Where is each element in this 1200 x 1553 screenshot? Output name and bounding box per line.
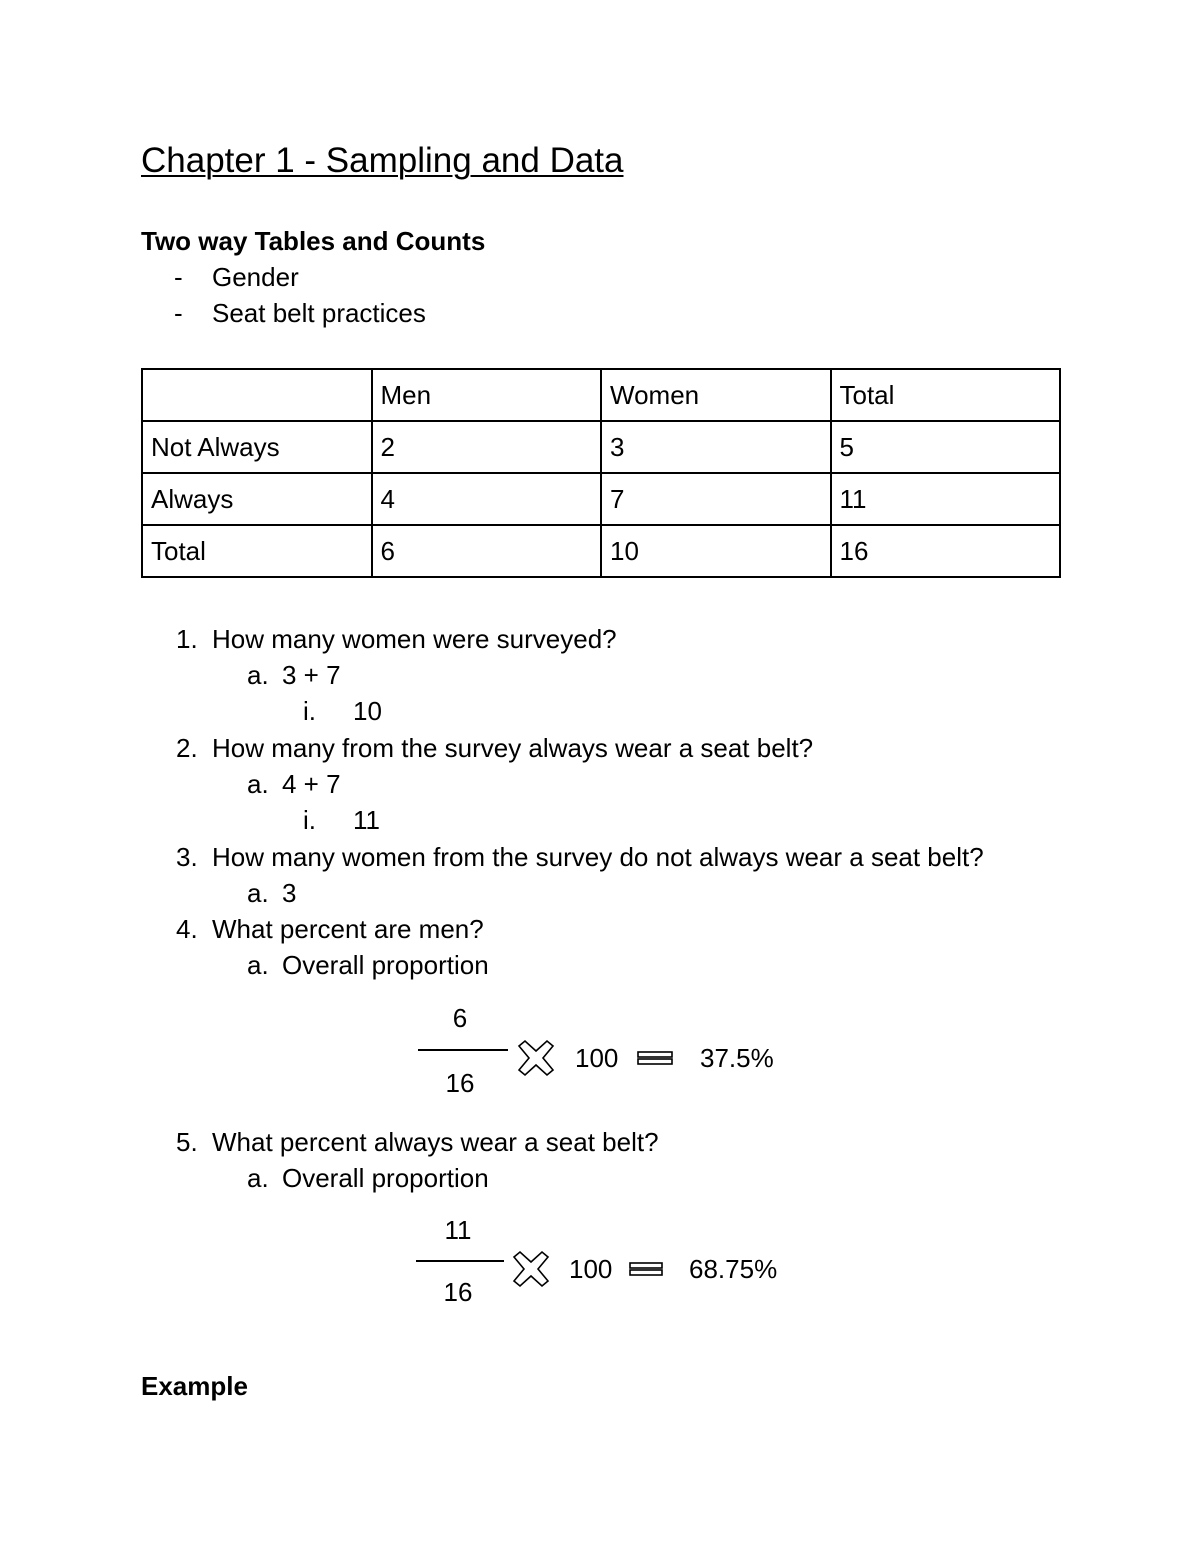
fraction-denominator: 16 (445, 1068, 475, 1098)
multiplier-value: 100 (569, 1254, 613, 1284)
multiplication-cross-icon (511, 1251, 551, 1287)
fraction-numerator: 11 (444, 1215, 472, 1245)
table-cell: 7 (601, 473, 831, 525)
sub-marker: a. (247, 660, 269, 690)
question-number: 1. (176, 624, 198, 654)
table-row-label: Total (142, 525, 372, 577)
equals-sign-icon (637, 1050, 673, 1066)
fraction-denominator: 16 (443, 1277, 473, 1307)
table-cell: 4 (372, 473, 602, 525)
two-way-table (141, 368, 1061, 578)
fraction-numerator: 6 (452, 1003, 468, 1033)
fraction-bar (416, 1260, 504, 1262)
bullet-text-seat-belt: Seat belt practices (212, 298, 426, 328)
bullet-marker: - (174, 262, 183, 292)
bullet-marker: - (174, 298, 183, 328)
question-number: 5. (176, 1127, 198, 1157)
answer-text: Overall proportion (282, 1163, 489, 1193)
table-row (142, 421, 1060, 473)
table-cell: 5 (831, 421, 1061, 473)
sub-sub-marker: i. (303, 696, 316, 726)
sub-marker: a. (247, 1163, 269, 1193)
table-cell: 10 (601, 525, 831, 577)
table-cell: 3 (601, 421, 831, 473)
sub-marker: a. (247, 878, 269, 908)
fraction-bar (418, 1049, 508, 1051)
answer-text: 3 (282, 878, 297, 908)
table-header-row (142, 369, 1060, 421)
table-cell (142, 369, 372, 421)
percentage-result: 68.75% (689, 1254, 778, 1284)
answer-text: 4 + 7 (282, 769, 341, 799)
table-row-label: Not Always (142, 421, 372, 473)
question-number: 3. (176, 842, 198, 872)
answer-result: 11 (353, 805, 380, 835)
sub-marker: a. (247, 769, 269, 799)
table-row-label: Always (142, 473, 372, 525)
page-title: Chapter 1 - Sampling and Data (141, 141, 624, 180)
equals-sign-icon (629, 1261, 663, 1277)
answer-text: 3 + 7 (282, 660, 341, 690)
table-header-cell: Total (831, 369, 1061, 421)
question-text: What percent always wear a seat belt? (212, 1127, 659, 1157)
answer-text: Overall proportion (282, 950, 489, 980)
multiplier-value: 100 (575, 1043, 619, 1073)
table-cell: 6 (372, 525, 602, 577)
table-header-cell: Women (601, 369, 831, 421)
section-heading: Two way Tables and Counts (141, 226, 486, 256)
sub-marker: a. (247, 950, 269, 980)
percentage-result: 37.5% (700, 1043, 774, 1073)
sub-sub-marker: i. (303, 805, 316, 835)
multiplication-cross-icon (516, 1040, 556, 1076)
table-row (142, 473, 1060, 525)
example-heading: Example (141, 1371, 248, 1401)
table-cell: 2 (372, 421, 602, 473)
bullet-text-gender: Gender (212, 262, 299, 292)
table-cell: 16 (831, 525, 1061, 577)
answer-result: 10 (353, 696, 382, 726)
table-row (142, 525, 1060, 577)
question-text: How many women from the survey do not always wear a seat belt? (212, 842, 984, 872)
question-number: 2. (176, 733, 198, 763)
question-text: What percent are men? (212, 914, 484, 944)
question-number: 4. (176, 914, 198, 944)
question-text: How many from the survey always wear a seat belt? (212, 733, 814, 763)
table-header-cell: Men (372, 369, 602, 421)
table-cell: 11 (831, 473, 1061, 525)
question-text: How many women were surveyed? (212, 624, 617, 654)
